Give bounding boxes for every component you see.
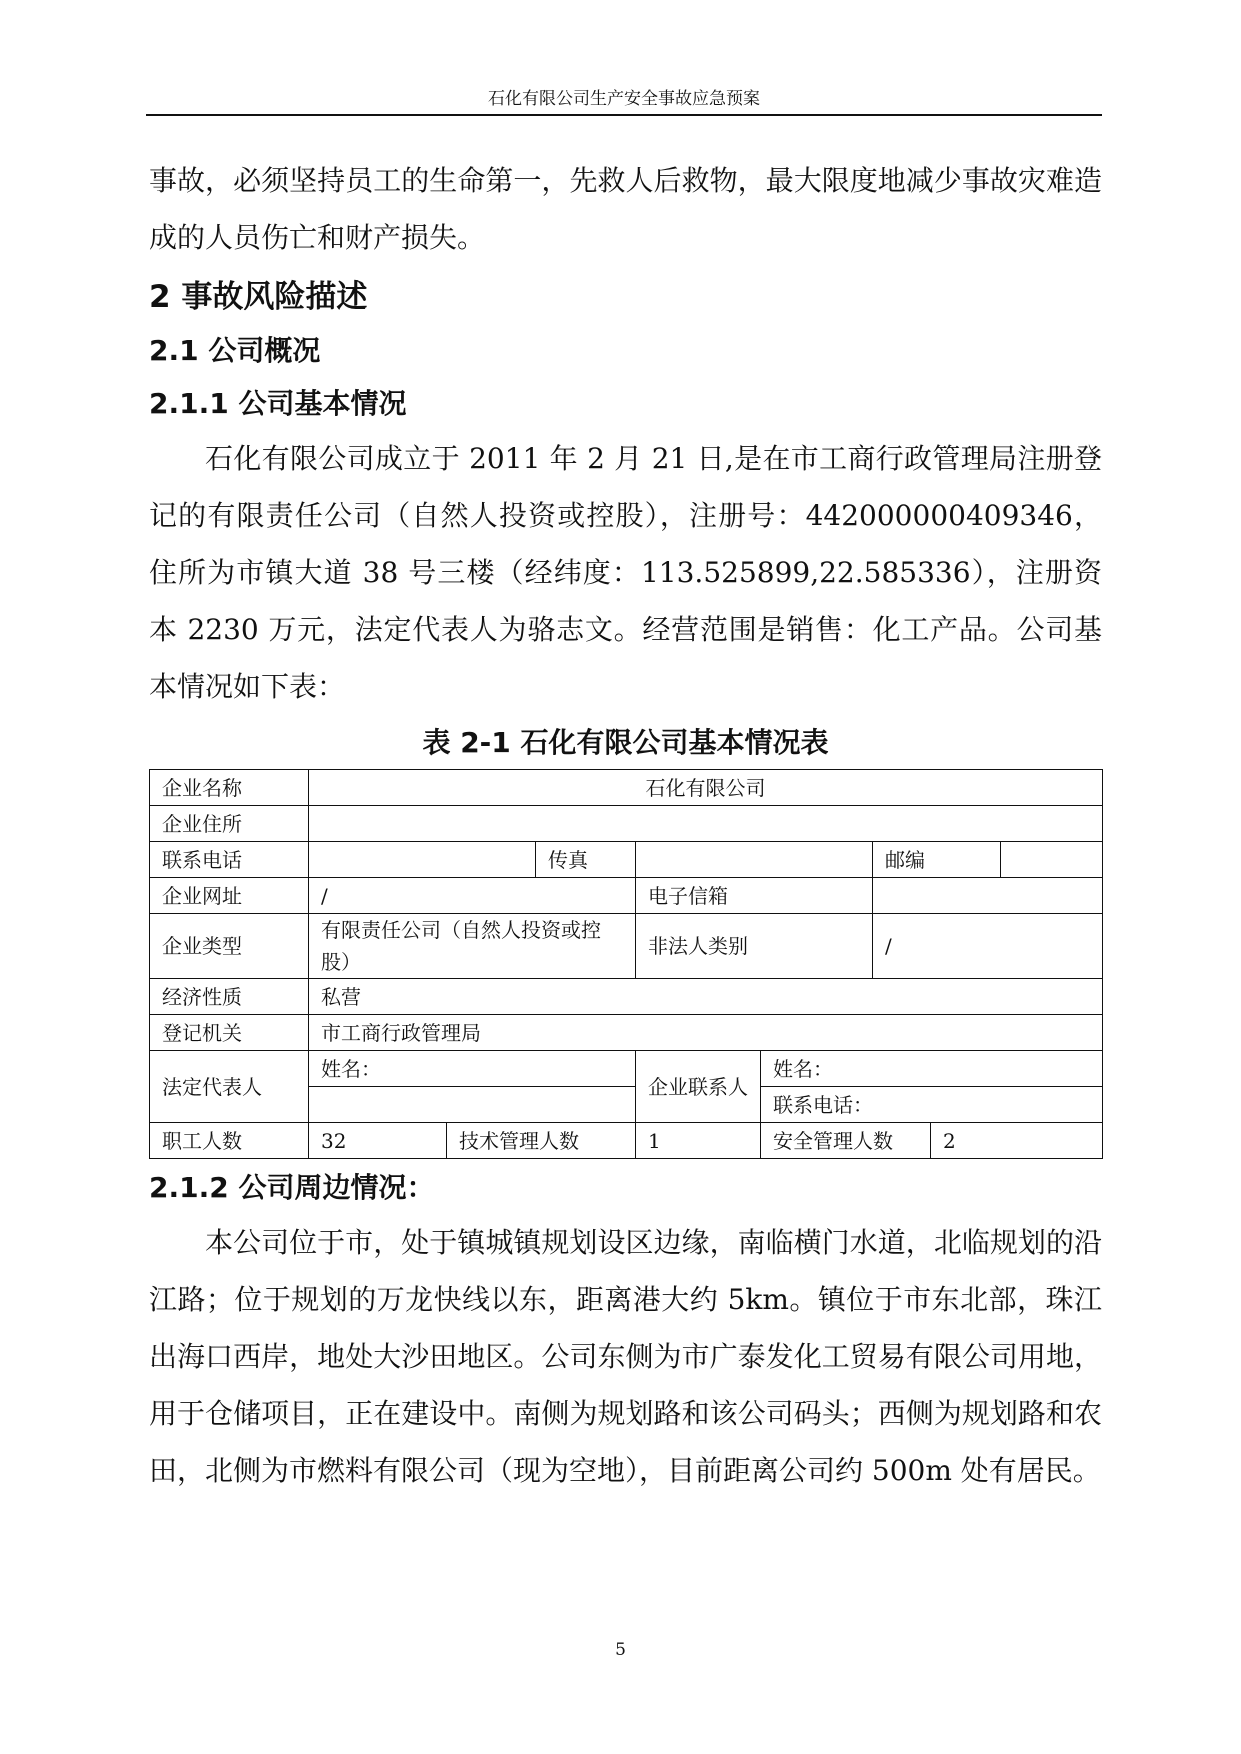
- section-2-1-1-heading: 2.1.1 公司基本情况: [149, 387, 407, 420]
- table-caption: 表 2-1 石化有限公司基本情况表: [422, 726, 829, 759]
- company-basic-paragraph: 石化有限公司成立于 2011 年 2 月 21 日,是在市工商行政管理局注册登记的有限责任公司（自然人投资或控股），注册号：442000000409346，住所为市镇大道 38 号三楼（经纬度：113.525899,22.585336），注册资本 2230 万元，法定代表人为骆志文。经营范围是销售：化工产品。公司基本情况如下表：: [149, 442, 1102, 703]
- header-rule: [146, 114, 1102, 116]
- section-2-1-heading: 2.1 公司概况: [149, 334, 321, 367]
- table-row: [150, 1015, 1103, 1051]
- registry-value: 市工商行政管理局: [309, 1015, 1103, 1051]
- table-row: [150, 1123, 1103, 1159]
- nonlegal-value: /: [873, 914, 1103, 979]
- legal-rep-extra: [309, 1087, 636, 1123]
- website-value: /: [309, 878, 636, 914]
- phone-label: 联系电话: [150, 842, 309, 878]
- section-2-1-2-heading: 2.1.2 公司周边情况：: [149, 1171, 435, 1204]
- staff-label: 职工人数: [150, 1123, 309, 1159]
- type-label: 企业类型: [150, 914, 309, 979]
- table-row: [150, 878, 1103, 914]
- email-label: 电子信箱: [636, 878, 873, 914]
- website-label: 企业网址: [150, 878, 309, 914]
- contact-name: 姓名：: [761, 1051, 1103, 1087]
- table-row: [150, 979, 1103, 1015]
- page-header-title: 石化有限公司生产安全事故应急预案: [488, 89, 760, 109]
- table-row: [150, 914, 1103, 979]
- table-row: [150, 806, 1103, 842]
- economic-label: 经济性质: [150, 979, 309, 1015]
- legal-rep-label: 法定代表人: [150, 1051, 309, 1123]
- legal-rep-name: 姓名：: [309, 1051, 636, 1087]
- company-name-value: 石化有限公司: [309, 770, 1103, 806]
- tech-value: 1: [636, 1123, 761, 1159]
- address-label: 企业住所: [150, 806, 309, 842]
- table-row: [150, 842, 1103, 878]
- safety-label: 安全管理人数: [761, 1123, 931, 1159]
- registry-label: 登记机关: [150, 1015, 309, 1051]
- postcode-value: [1001, 842, 1103, 878]
- document-body: [149, 152, 1102, 1499]
- safety-value: 2: [931, 1123, 1103, 1159]
- intro-paragraph: 事故，必须坚持员工的生命第一，先救人后救物，最大限度地减少事故灾难造成的人员伤亡和财产损失。: [149, 164, 1102, 254]
- economic-value: 私营: [309, 979, 1103, 1015]
- table-row: [150, 1051, 1103, 1087]
- company-name-label: 企业名称: [150, 770, 309, 806]
- table-row: [150, 770, 1103, 806]
- nonlegal-label: 非法人类别: [636, 914, 873, 979]
- staff-value: 32: [309, 1123, 447, 1159]
- surroundings-paragraph: 本公司位于市，处于镇城镇规划设区边缘，南临横门水道，北临规划的沿江路；位于规划的万龙快线以东，距离港大约 5km。镇位于市东北部，珠江出海口西岸，地处大沙田地区。公司东侧为市广泰发化工贸易有限公司用地，用于仓储项目，正在建设中。南侧为规划路和该公司码头；西侧为规划路和农田，北侧为市燃料有限公司（现为空地），目前距离公司约 500m 处有居民。: [149, 1226, 1102, 1487]
- company-info-table: [149, 769, 1103, 1159]
- type-value: 有限责任公司（自然人投资或控股）: [309, 914, 636, 979]
- email-value: [873, 878, 1103, 914]
- page-number: 5: [615, 1640, 626, 1660]
- tech-label: 技术管理人数: [447, 1123, 636, 1159]
- fax-label: 传真: [536, 842, 636, 878]
- postcode-label: 邮编: [873, 842, 1001, 878]
- section-2-heading: 2 事故风险描述: [149, 279, 368, 315]
- phone-value: [309, 842, 536, 878]
- contact-label: 企业联系人: [636, 1051, 761, 1123]
- fax-value: [636, 842, 873, 878]
- contact-phone: 联系电话：: [761, 1087, 1103, 1123]
- address-value: [309, 806, 1103, 842]
